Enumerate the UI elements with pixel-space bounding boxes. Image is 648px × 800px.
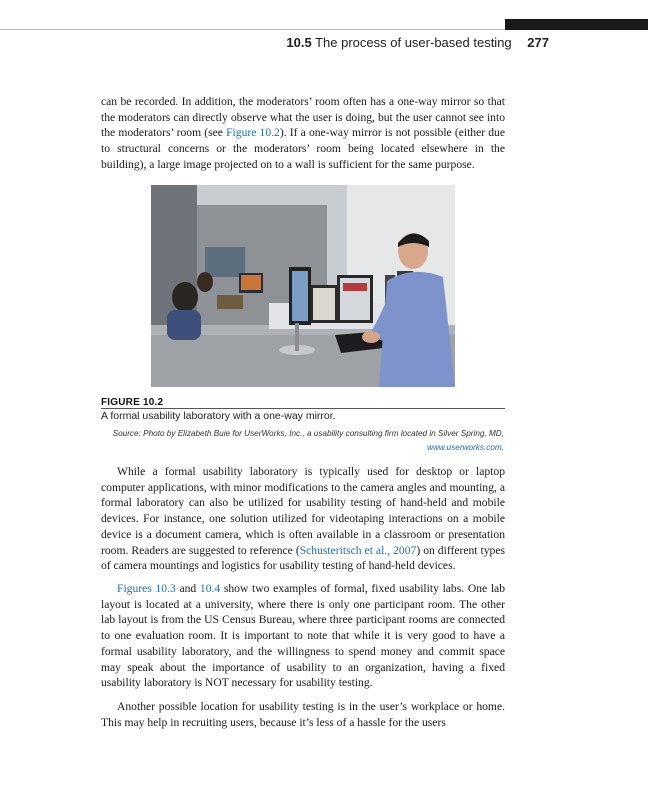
running-header [0,35,549,50]
section-number: 10.5 [286,35,312,50]
schusteritsch-reference-link[interactable]: Schusteritsch et al., 2007 [299,543,417,557]
paragraph-4: Another possible location for usability testing is in the user’s workplace or home. This may help in recruiting users, because it’s less of a hassle for the users [101,700,505,729]
section-title: The process of user-based testing [315,35,512,50]
figure-label: FIGURE 10.2 [101,397,164,408]
paragraph-2: While a formal usability laboratory is typically used for desktop or laptop computer applications, with minor modifications to the camera angles and mounting, a formal laboratory can also be utilized for usability testing of hand-held and mobile devices. For instance, one solution utilized for videotaping interactions on a mobile device is a document camera, which is often available in a classroom or presentation room. Readers are suggested to reference (Schusteritsch et al., 2007) on different types of camera mountings and logistics for usability testing of hand-held devices. [101,465,505,573]
header-bar [505,19,648,30]
figure-reference-link[interactable]: Figure 10.2 [226,126,280,140]
figure-caption: A formal usability laboratory with a one-way mirror. [101,410,336,422]
source-url-link[interactable]: www.userworks.com [427,443,502,452]
figure-rule [101,408,505,409]
page-number: 277 [527,35,549,50]
usability-lab-photo [151,185,455,387]
paragraph-top: can be recorded. In addition, the moderators’ room often has a one-way mirror so that the moderators can directly observe what the user is doing, but the user cannot see into the moderators’ room (see Figure 10.2). If a one-way mirror is not possible (either due to structural concerns or the moderators’ room being located elsewhere in the building), a large image projected on to a wall is sufficient for the same purpose. [101,95,505,171]
figure-10-4-link[interactable]: 10.4 [199,582,221,595]
figure-10-3-link[interactable]: Figures 10.3 [117,582,176,595]
figure-source: Source: Photo by Elizabeth Buie for UserWorks, Inc., a usability consulting firm located in Silver Spring, MD, www.userworks.com. [112,429,504,452]
paragraph-3: Figures 10.3 and 10.4 show two examples of formal, fixed usability labs. One lab layout is located at a university, where there is only one participant room. The other lab layout is from the US Census Bureau, where three participant rooms are connected to one evaluation room. It is important to note that while it is very good to have a formal usability laboratory, and the willingness to spend money and commit space may speak about the importance of usability to an organization, having a fixed usability laboratory is NOT necessary for usability testing. [101,582,505,690]
header-rule [0,29,505,30]
